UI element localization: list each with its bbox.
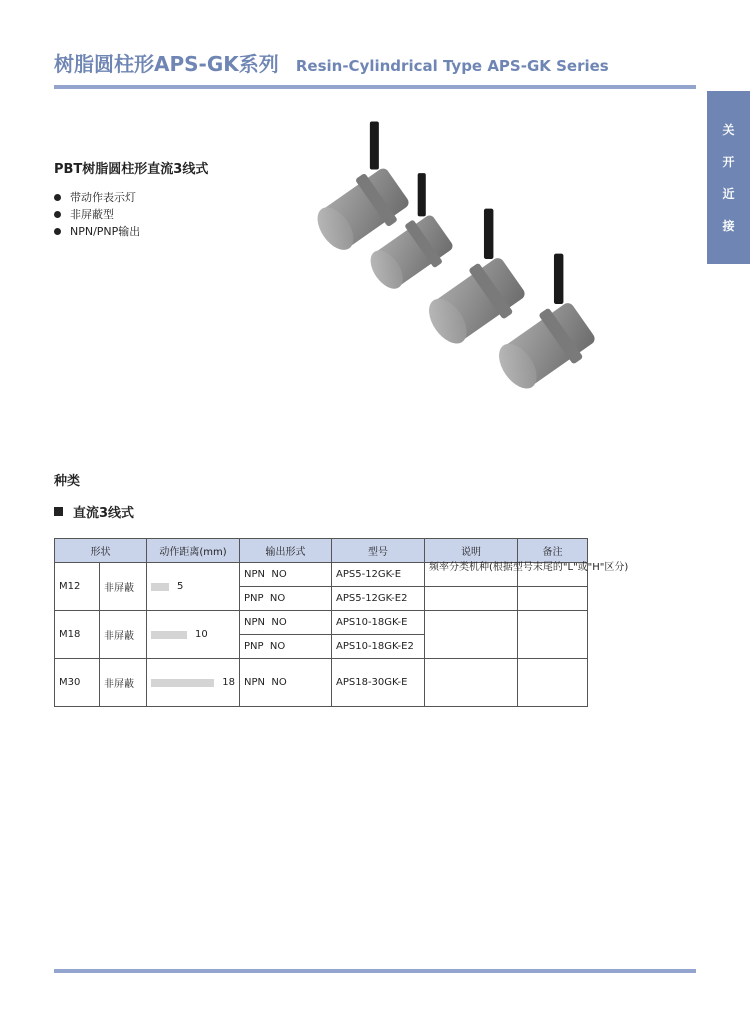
header-output: 输出形式 [240, 539, 332, 563]
header-model: 型号 [332, 539, 425, 563]
distance-cell [147, 563, 240, 611]
model-cell: APS5-12GK-E2 [332, 587, 425, 611]
feature-item: 带动作表示灯 [54, 189, 140, 206]
output-contact: NO [269, 593, 286, 604]
output-cell [240, 659, 332, 707]
size-cell: M18 [55, 611, 100, 659]
output-type: NPN [244, 617, 265, 628]
section-heading: 种类 [54, 474, 81, 489]
size-cell: M12 [55, 563, 100, 611]
feature-list [54, 189, 140, 240]
table-row [55, 563, 588, 587]
remarks-cell [518, 587, 588, 611]
output-cell [240, 563, 332, 587]
model-cell: APS10-18GK-E [332, 611, 425, 635]
remarks-cell [518, 659, 588, 707]
shield-cell: 非屏蔽 [100, 611, 147, 659]
output-cell [240, 635, 332, 659]
side-tab-char: 开 [722, 155, 735, 169]
table-header-row [55, 539, 588, 563]
output-type: PNP [244, 593, 264, 604]
product-photo [300, 160, 630, 400]
product-subtitle: PBT树脂圆柱形直流3线式 [54, 162, 209, 177]
output-type: PNP [244, 641, 264, 652]
side-tab-char: 近 [722, 187, 735, 201]
page-title [54, 48, 609, 77]
side-tab[interactable] [707, 91, 750, 264]
description-cell [425, 659, 518, 707]
distance-cell [147, 659, 240, 707]
model-cell: APS5-12GK-E [332, 563, 425, 587]
description-cell [425, 587, 518, 611]
distance-bar [151, 631, 187, 639]
header-description: 说明 [425, 539, 518, 563]
side-tab-char: 接 [722, 219, 735, 233]
output-type: NPN [244, 677, 265, 688]
header-distance: 动作距离(mm) [147, 539, 240, 563]
header-shape: 形状 [55, 539, 147, 563]
output-contact: NO [271, 617, 287, 628]
distance-bar [151, 679, 214, 687]
title-english: Resin-Cylindrical Type APS-GK Series [295, 57, 609, 75]
distance-cell [147, 611, 240, 659]
section-subheading [54, 502, 134, 521]
title-chinese: 树脂圆柱形APS-GK系列 [54, 52, 279, 76]
output-contact: NO [271, 677, 287, 688]
distance-bar [151, 583, 169, 591]
distance-value: 5 [177, 581, 184, 592]
distance-value: 18 [222, 677, 235, 688]
footer-rule [54, 969, 696, 973]
remarks-cell [518, 611, 588, 659]
output-cell [240, 587, 332, 611]
feature-item: 非屏蔽型 [54, 206, 140, 223]
model-cell: APS18-30GK-E [332, 659, 425, 707]
side-tab-char: 关 [722, 123, 735, 137]
header-rule [54, 85, 696, 89]
shield-cell: 非屏蔽 [100, 659, 147, 707]
output-contact: NO [271, 569, 287, 580]
model-cell: APS10-18GK-E2 [332, 635, 425, 659]
header-remarks: 备注 [518, 539, 588, 563]
description-cell [425, 611, 518, 659]
table-row [55, 611, 588, 635]
spec-table [54, 538, 629, 707]
table-row [55, 659, 588, 707]
feature-item: NPN/PNP输出 [54, 223, 140, 240]
description-cell: 频率分类机种(根据型号末尾的"L"或"H"区分) [425, 563, 518, 587]
distance-value: 10 [195, 629, 208, 640]
size-cell: M30 [55, 659, 100, 707]
output-cell [240, 611, 332, 635]
output-type: NPN [244, 569, 265, 580]
subheading-text: 直流3线式 [73, 506, 135, 521]
shield-cell: 非屏蔽 [100, 563, 147, 611]
square-bullet-icon [54, 507, 63, 516]
output-contact: NO [269, 641, 286, 652]
